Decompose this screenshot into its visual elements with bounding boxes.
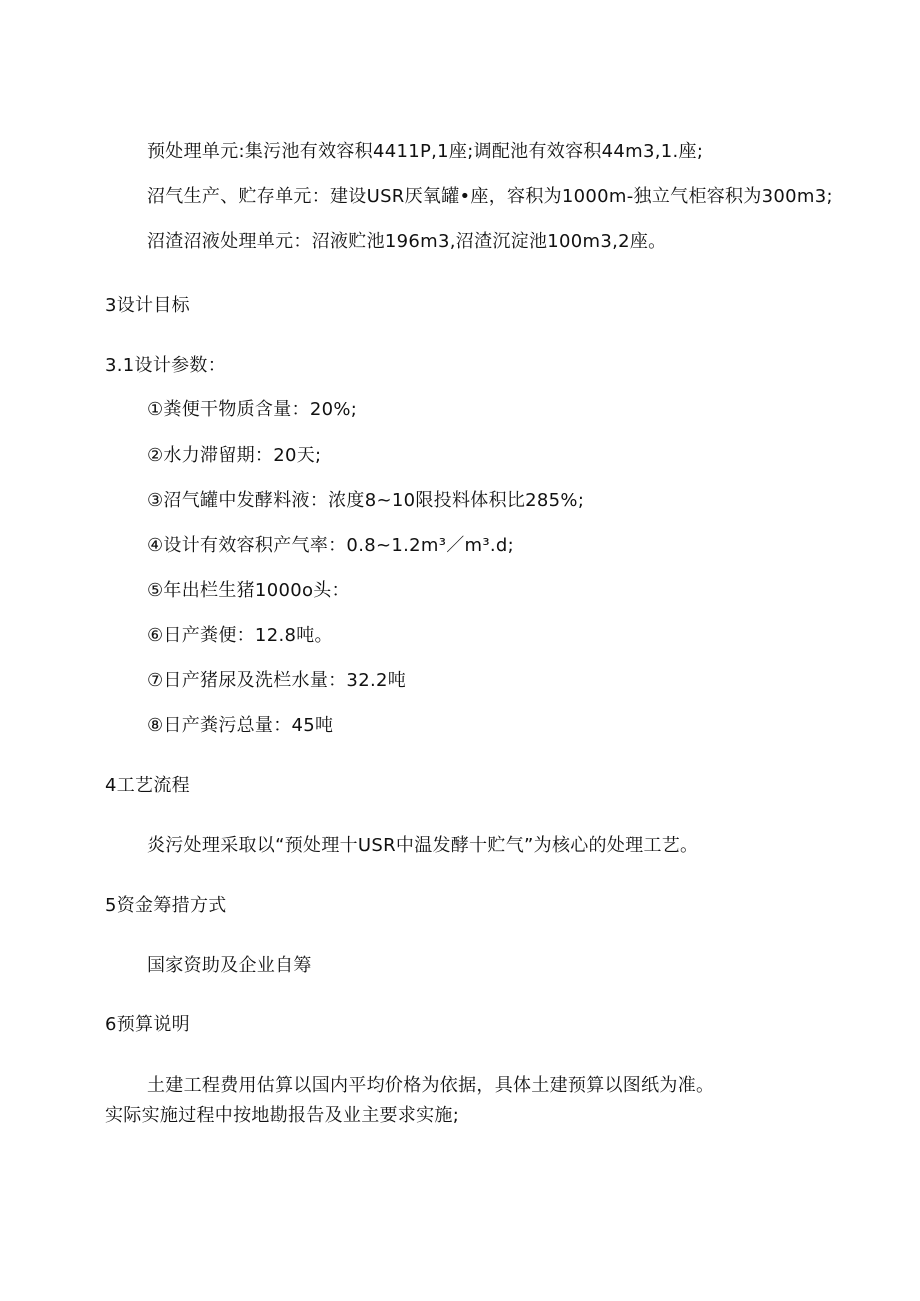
process-flow-text: 炎污处理采取以“预处理十USR中温发酵十贮气”为核心的处理工艺。	[147, 835, 699, 856]
funding-text: 国家资助及企业自筹	[147, 955, 312, 976]
unit-pretreatment: 预处理单元:集污池有效容积4411P,1座;调配池有效容积44m3,1.座;	[147, 141, 704, 162]
section-heading-funding: 5资金筹措方式	[105, 895, 227, 916]
section-heading-design-goal: 3设计目标	[105, 295, 190, 316]
subsection-heading-design-params: 3.1设计参数：	[105, 355, 227, 376]
param-item: ⑤年出栏生猪1000o头：	[147, 580, 350, 601]
param-item: ④设计有效容积产气率：0.8~1.2m³／m³.d;	[147, 535, 514, 556]
param-item: ③沼气罐中发酵料液：浓度8~10限投料体积比285%;	[147, 490, 585, 511]
param-item: ②水力滞留期：20天;	[147, 445, 322, 466]
section-heading-process-flow: 4工艺流程	[105, 775, 190, 796]
param-item: ⑥日产粪便：12.8吨。	[147, 625, 333, 646]
section-heading-budget: 6预算说明	[105, 1014, 190, 1035]
budget-text-line-1: 土建工程费用估算以国内平均价格为依据，具体土建预算以图纸为准。	[147, 1075, 715, 1096]
unit-biogas-storage: 沼气生产、贮存单元：建设USR厌氧罐•座，容积为1000m-独立气柜容积为300m3;	[147, 186, 833, 207]
param-item: ①粪便干物质含量：20%;	[147, 399, 358, 420]
param-item: ⑧日产粪污总量：45吨	[147, 715, 334, 736]
budget-text-line-2: 实际实施过程中按地勘报告及业主要求实施;	[105, 1105, 460, 1126]
param-item: ⑦日产猪尿及洗栏水量：32.2吨	[147, 670, 407, 691]
unit-digestate: 沼渣沼液处理单元：沼液贮池196m3,沼渣沉淀池100m3,2座。	[147, 231, 667, 252]
